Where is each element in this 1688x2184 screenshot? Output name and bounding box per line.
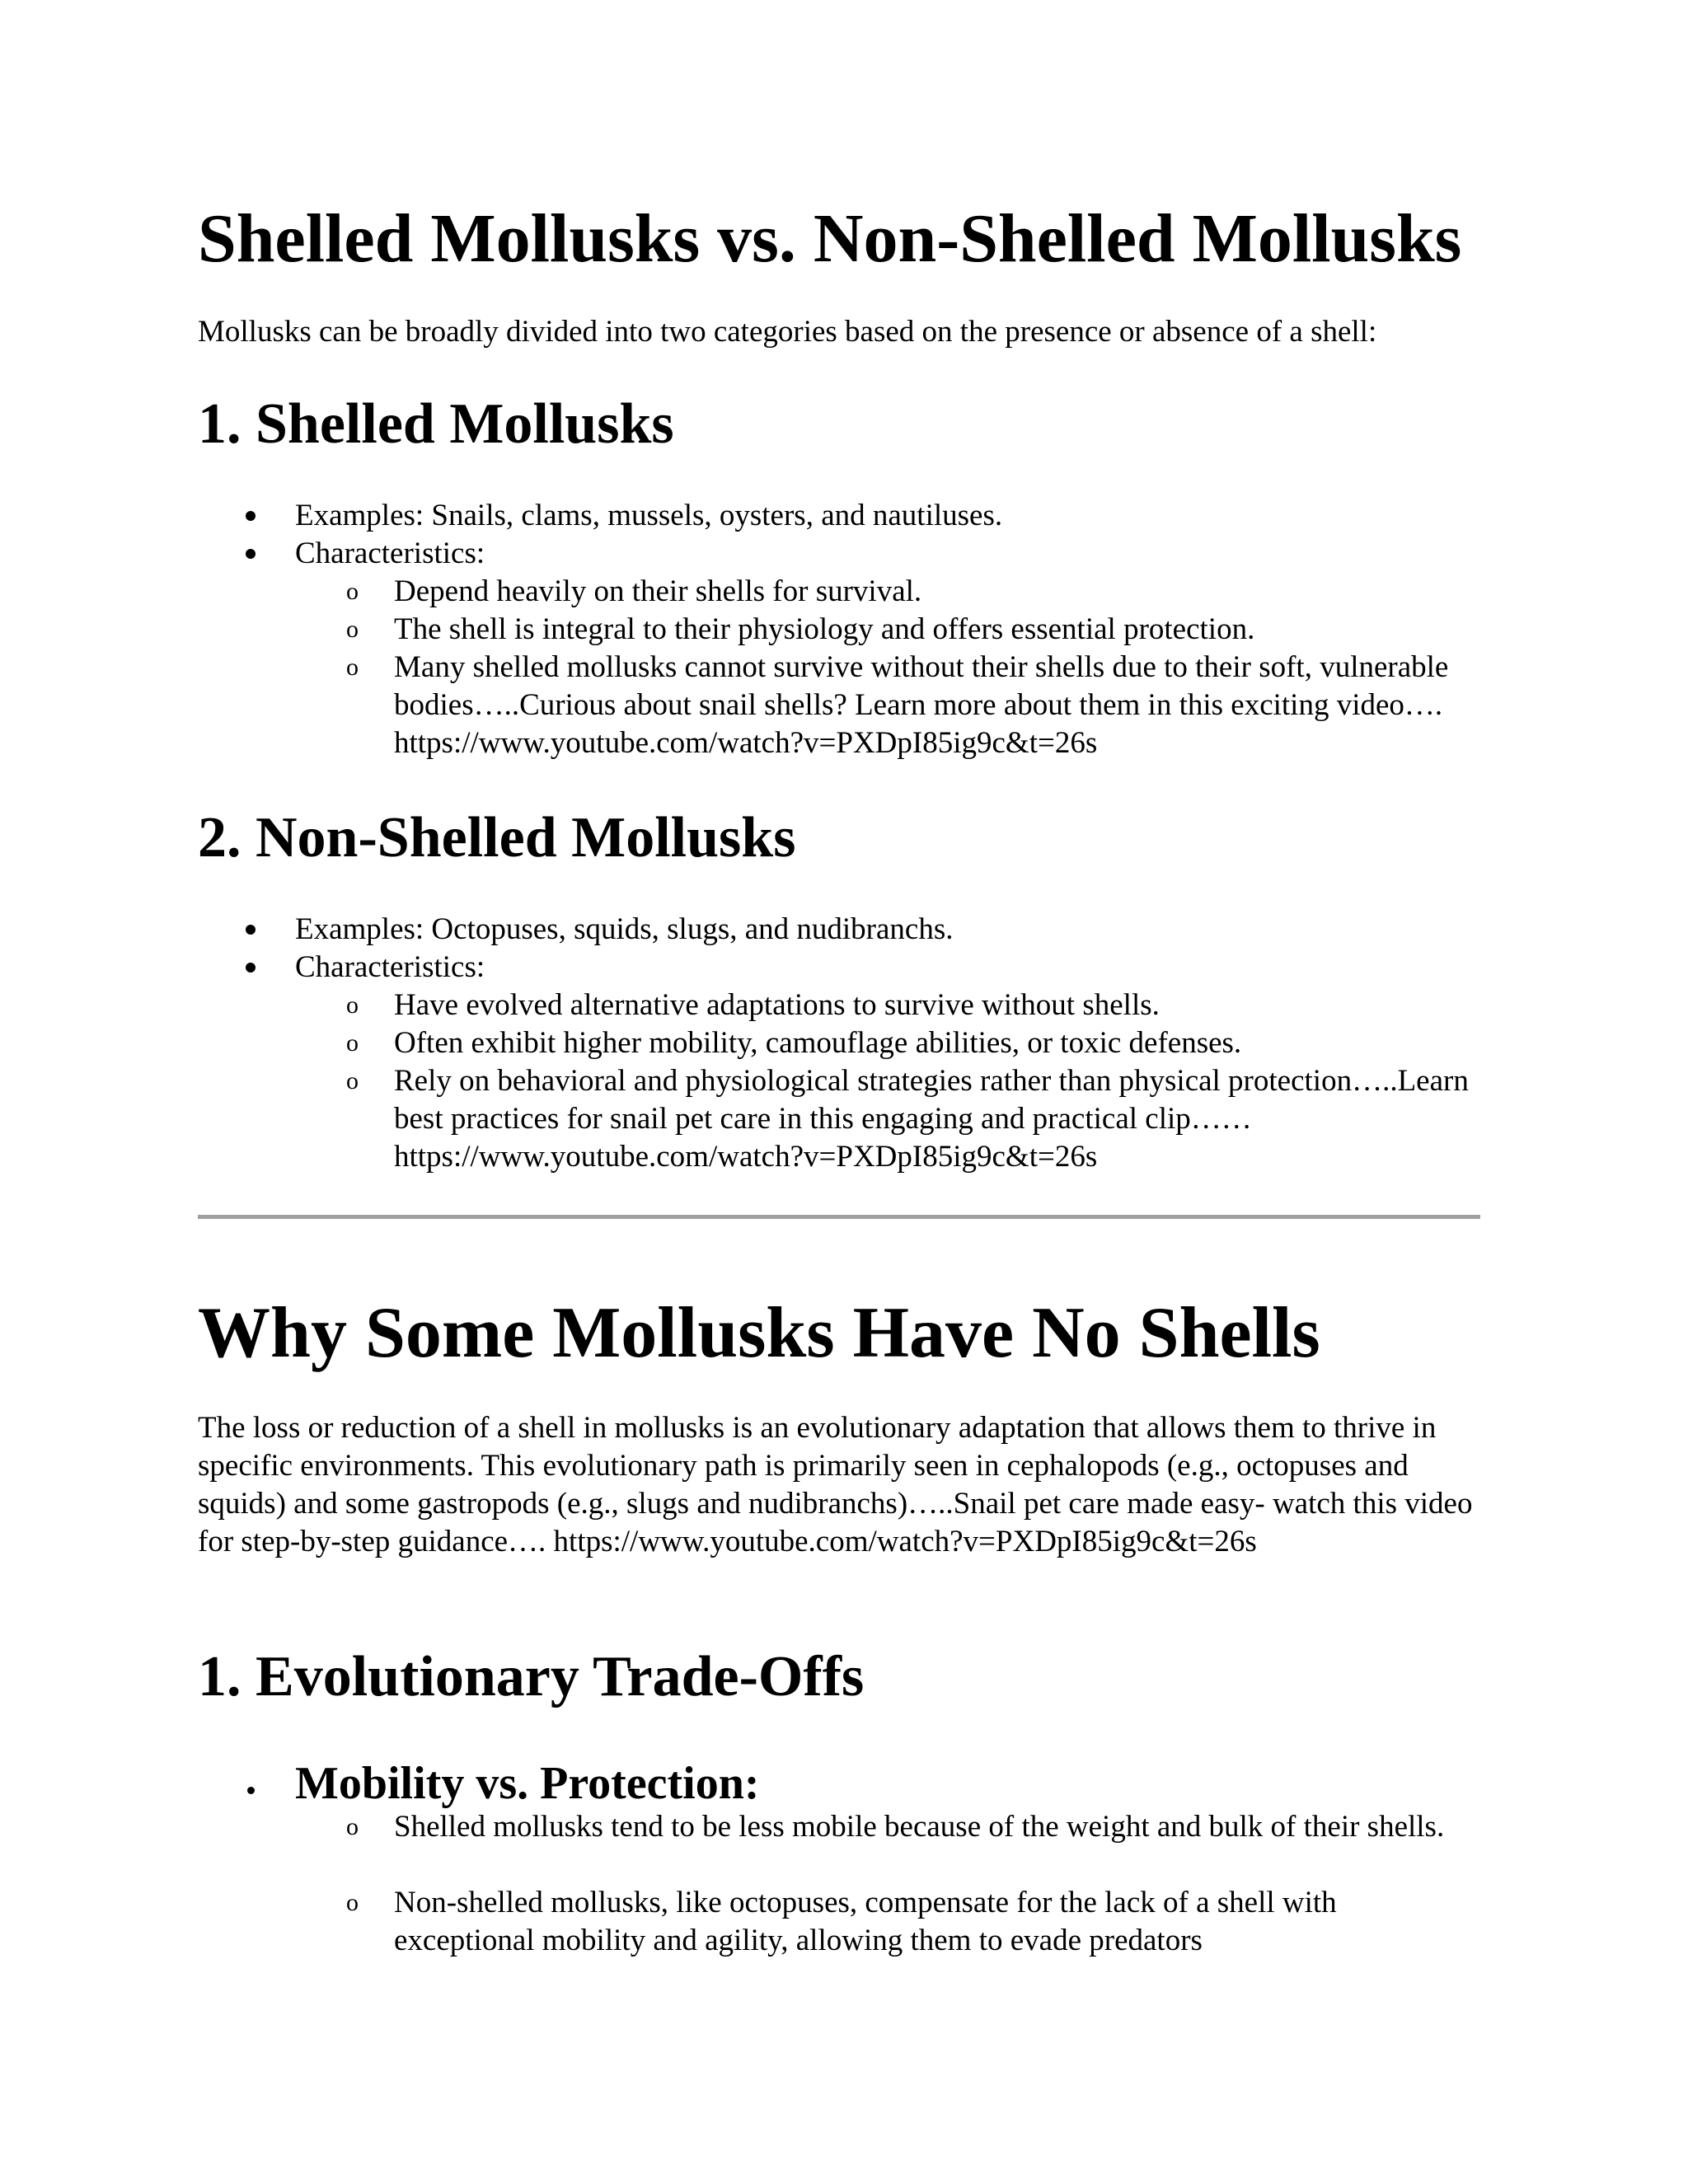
heading-shelled-mollusks: 1. Shelled Mollusks xyxy=(198,392,674,456)
bullet-icon xyxy=(246,511,256,521)
bullet-icon xyxy=(246,925,256,935)
sub-bullet-icon: o xyxy=(346,1813,359,1840)
list-item-shelled-characteristics: Characteristics: xyxy=(295,537,485,570)
bullet-icon xyxy=(247,1787,255,1794)
heading-evolutionary-tradeoffs: 1. Evolutionary Trade-Offs xyxy=(198,1645,865,1708)
page-title: Shelled Mollusks vs. Non-Shelled Mollusks xyxy=(198,200,1462,277)
subheading-mobility-vs-protection: Mobility vs. Protection: xyxy=(295,1758,760,1809)
bullet-icon xyxy=(246,549,256,559)
why-no-shells-paragraph: The loss or reduction of a shell in mollusks is an evolutionary adaptation that allows them to thrive in specific environments. This evolutionary path is primarily seen in cephalopods (e.g., octopuses and squids) and some gastropods (e.g., slugs and nudibranchs)…..Snail pet care made easy- watch this video for step-by-step guidance…. https://www.youtube.com/watch?v=PXDpI85ig9c&t=26s xyxy=(198,1411,1473,1558)
intro-paragraph: Mollusks can be broadly divided into two categories based on the presence or absence of a shell: xyxy=(198,315,1377,349)
list-item-nonshelled-point-1: Have evolved alternative adaptations to survive without shells. xyxy=(394,988,1160,1022)
sub-bullet-icon: o xyxy=(346,654,359,681)
list-item-nonshelled-point-2: Often exhibit higher mobility, camouflage abilities, or toxic defenses. xyxy=(394,1026,1242,1060)
heading-nonshelled-mollusks: 2. Non-Shelled Mollusks xyxy=(198,806,796,869)
sub-bullet-icon: o xyxy=(346,578,359,605)
list-item-tradeoff-point-2: Non-shelled mollusks, like octopuses, compensate for the lack of a shell with exceptional mobility and agility, allowing them to evade predators xyxy=(394,1886,1337,1957)
section-divider xyxy=(198,1215,1480,1219)
list-item-shelled-point-3: Many shelled mollusks cannot survive without their shells due to their soft, vulnerable bodies…..Curious about snail shells? Learn more about them in this exciting video…. https://www.youtube.com/watch?v=PXDpI85ig9c&t=26s xyxy=(394,650,1449,760)
list-item-nonshelled-examples: Examples: Octopuses, squids, slugs, and nudibranchs. xyxy=(295,912,954,946)
sub-bullet-icon: o xyxy=(346,991,359,1019)
list-item-shelled-point-2: The shell is integral to their physiology and offers essential protection. xyxy=(394,612,1255,646)
sub-bullet-icon: o xyxy=(346,1029,359,1057)
sub-bullet-icon: o xyxy=(346,1889,359,1916)
list-item-tradeoff-point-1: Shelled mollusks tend to be less mobile because of the weight and bulk of their shells. xyxy=(394,1810,1445,1844)
section-title-why-no-shells: Why Some Mollusks Have No Shells xyxy=(198,1293,1320,1373)
bullet-icon xyxy=(246,963,256,972)
list-item-shelled-examples: Examples: Snails, clams, mussels, oysters, and nautiluses. xyxy=(295,499,1003,532)
sub-bullet-icon: o xyxy=(346,616,359,643)
list-item-nonshelled-point-3: Rely on behavioral and physiological strategies rather than physical protection…..Learn best practices for snail pet care in this engaging and practical clip…… https://www.youtube.com/watch?v=PXDpI85ig9c&t=26s xyxy=(394,1064,1469,1174)
list-item-shelled-point-1: Depend heavily on their shells for survival. xyxy=(394,574,922,608)
sub-bullet-icon: o xyxy=(346,1067,359,1094)
list-item-nonshelled-characteristics: Characteristics: xyxy=(295,950,485,984)
